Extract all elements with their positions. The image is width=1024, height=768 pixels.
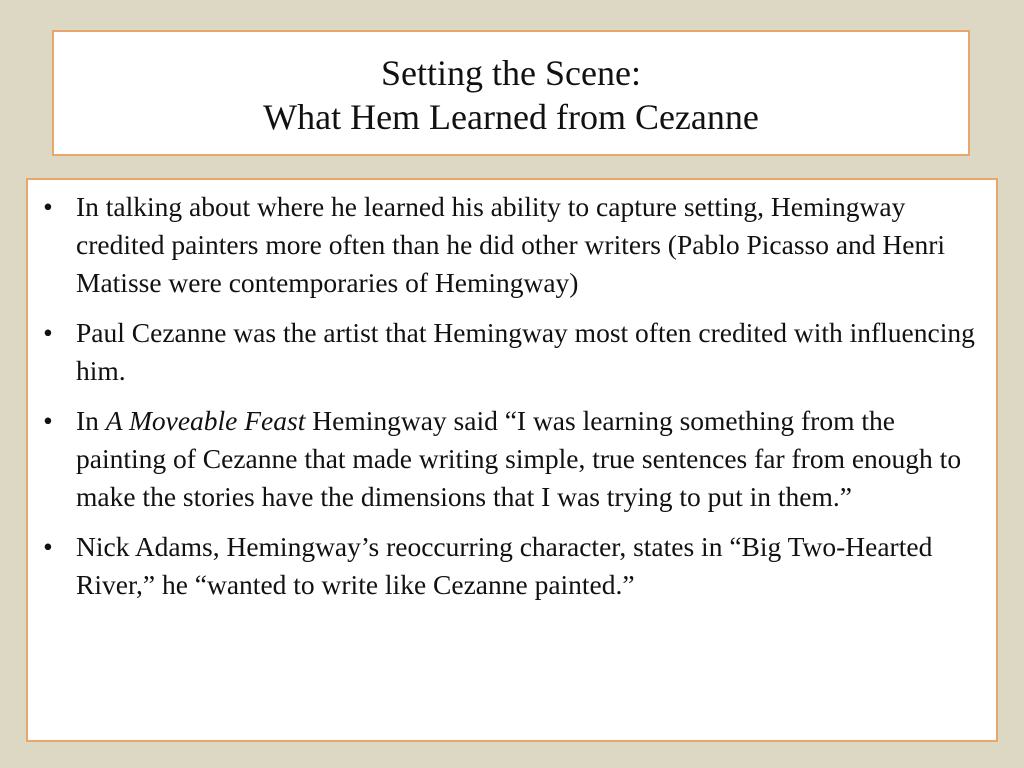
bullet-marker: • (43, 317, 53, 348)
bullet-marker: • (43, 405, 53, 436)
slide-title-line-2: What Hem Learned from Cezanne (263, 97, 759, 137)
bullet-item-4 (28, 528, 986, 604)
bullet-text-2: Paul Cezanne was the artist that Hemingway most often credited with influencing him. (76, 317, 975, 386)
bullet-item-2 (28, 314, 986, 390)
bullet-item-3 (28, 402, 986, 516)
slide-title-box (52, 30, 970, 156)
bullet-marker: • (43, 531, 53, 562)
book-title-italic: A Moveable Feast (105, 405, 306, 436)
bullet-text-3-prefix: In (76, 405, 106, 436)
bullet-item-1 (28, 188, 986, 302)
bullet-text-3-suffix: Hemingway said “I was learning something from the painting of Cezanne that made writing simple, true sentences far from enough to make the stories have the dimensions that I was trying to put in them.” (76, 405, 962, 512)
bullet-text-1: In talking about where he learned his ability to capture setting, Hemingway credited painters more often than he did other writers (Pablo Picasso and Henri Matisse were contemporaries of Hemingway) (76, 191, 946, 298)
slide-title-line-1: Setting the Scene: (381, 53, 641, 93)
bullet-text-3 (76, 405, 961, 512)
bullet-text-4: Nick Adams, Hemingway’s reoccurring character, states in “Big Two-Hearted River,” he “wanted to write like Cezanne painted.” (76, 531, 933, 600)
bullet-marker: • (43, 191, 53, 222)
slide-content-box (26, 178, 998, 742)
bullet-list (28, 188, 986, 604)
